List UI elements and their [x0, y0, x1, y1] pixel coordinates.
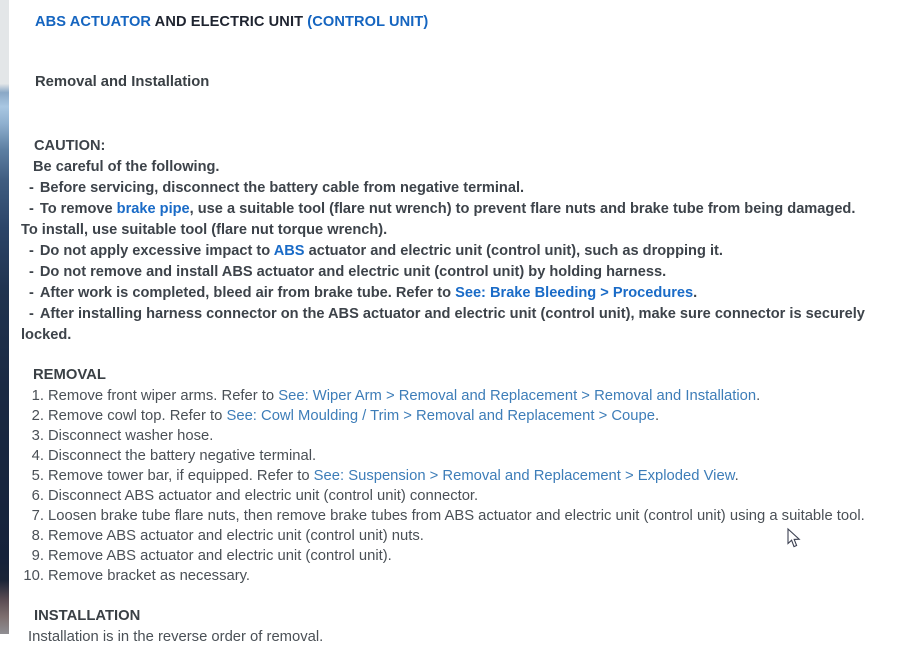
- inline-text: Disconnect washer hose.: [48, 428, 214, 444]
- inline-link[interactable]: ABS: [273, 243, 305, 259]
- inline-text: After work is completed, bleed air from brake tube. Refer to: [39, 285, 456, 301]
- removal-step: [21, 426, 875, 446]
- inline-text: Disconnect ABS actuator and electric unit (control unit) connector.: [48, 488, 479, 504]
- step-number: 1.: [31, 388, 44, 404]
- bullet-dash: -: [29, 306, 34, 322]
- inline-text: Remove ABS actuator and electric unit (control unit) nuts.: [48, 528, 424, 544]
- removal-step: [21, 486, 875, 506]
- removal-step: [21, 566, 875, 586]
- inline-text: Disconnect the battery negative terminal.: [48, 448, 317, 464]
- article-content: [21, 0, 875, 648]
- step-number: 3.: [31, 428, 44, 444]
- removal-step: [21, 546, 875, 566]
- bullet-dash: -: [29, 285, 34, 301]
- bullet-dash: -: [29, 180, 34, 196]
- inline-text: , use a suitable tool (flare nut wrench) to prevent flare nuts and brake tube from being damaged. To install, use suitable tool (flare nut torque wrench).: [21, 201, 856, 238]
- inline-text: Remove cowl top. Refer to: [48, 408, 227, 424]
- bullet-dash: -: [29, 201, 34, 217]
- inline-text: Remove bracket as necessary.: [48, 568, 251, 584]
- installation-body: Installation is in the reverse order of removal.: [28, 629, 324, 645]
- inline-text: Loosen brake tube flare nuts, then remove brake tubes from ABS actuator and electric unit (control unit) using a suitable tool.: [48, 508, 865, 524]
- inline-link[interactable]: See: Brake Bleeding > Procedures: [455, 285, 694, 301]
- inline-text: .: [756, 388, 761, 404]
- removal-heading: REMOVAL: [33, 367, 106, 383]
- step-number: 7.: [31, 508, 44, 524]
- inline-text: AND ELECTRIC UNIT: [151, 14, 308, 30]
- inline-text: After installing harness connector on the ABS actuator and electric unit (control unit), make sure connector is securely locked.: [21, 306, 865, 343]
- caution-intro: Be careful of the following.: [33, 159, 220, 175]
- section-subheading: Removal and Installation: [35, 74, 210, 90]
- inline-text: .: [734, 468, 739, 484]
- caution-item: [21, 199, 875, 241]
- step-number: 8.: [31, 528, 44, 544]
- caution-item: [21, 241, 875, 262]
- inline-text: Do not apply excessive impact to: [39, 243, 274, 259]
- removal-step: [21, 386, 875, 406]
- inline-text: actuator and electric unit (control unit), such as dropping it.: [304, 243, 723, 259]
- removal-step: [21, 446, 875, 466]
- inline-link[interactable]: See: Wiper Arm > Removal and Replacement > Removal and Installation: [278, 388, 757, 404]
- inline-link[interactable]: ABS ACTUATOR: [35, 14, 152, 30]
- caution-bullet-list: [21, 178, 875, 346]
- step-number: 5.: [31, 468, 44, 484]
- removal-step: [21, 466, 875, 486]
- inline-text: Before servicing, disconnect the battery cable from negative terminal.: [39, 180, 525, 196]
- caution-item: [21, 283, 875, 304]
- caution-section: [21, 136, 875, 346]
- caution-heading: CAUTION:: [34, 138, 106, 154]
- step-number: 2.: [31, 408, 44, 424]
- inline-link[interactable]: See: Suspension > Removal and Replacement > Exploded View: [313, 468, 735, 484]
- installation-heading: INSTALLATION: [34, 608, 141, 624]
- step-number: 6.: [31, 488, 44, 504]
- removal-step: [21, 526, 875, 546]
- inline-text: Do not remove and install ABS actuator and electric unit (control unit) by holding harness.: [39, 264, 667, 280]
- inline-text: .: [693, 285, 698, 301]
- inline-text: .: [654, 408, 660, 424]
- caution-item: [21, 178, 875, 199]
- page-title: [35, 13, 875, 31]
- step-number: 10.: [23, 568, 44, 584]
- background-image-edge: [0, 0, 9, 634]
- bullet-dash: -: [29, 264, 34, 280]
- bullet-dash: -: [29, 243, 34, 259]
- inline-text: Remove front wiper arms. Refer to: [48, 388, 279, 404]
- caution-item: [21, 304, 875, 346]
- caution-item: [21, 262, 875, 283]
- removal-step: [21, 406, 875, 426]
- inline-link[interactable]: brake pipe: [116, 201, 190, 217]
- step-number: 9.: [31, 548, 44, 564]
- inline-text: Remove ABS actuator and electric unit (control unit).: [48, 548, 392, 564]
- inline-link[interactable]: See: Cowl Moulding / Trim > Removal and Replacement > Coupe: [226, 408, 655, 424]
- step-number: 4.: [31, 448, 44, 464]
- inline-text: To remove: [39, 201, 117, 217]
- inline-text: Remove tower bar, if equipped. Refer to: [48, 468, 314, 484]
- removal-step-list: [21, 386, 875, 586]
- removal-step: [21, 506, 875, 526]
- inline-link[interactable]: (CONTROL UNIT): [307, 14, 429, 30]
